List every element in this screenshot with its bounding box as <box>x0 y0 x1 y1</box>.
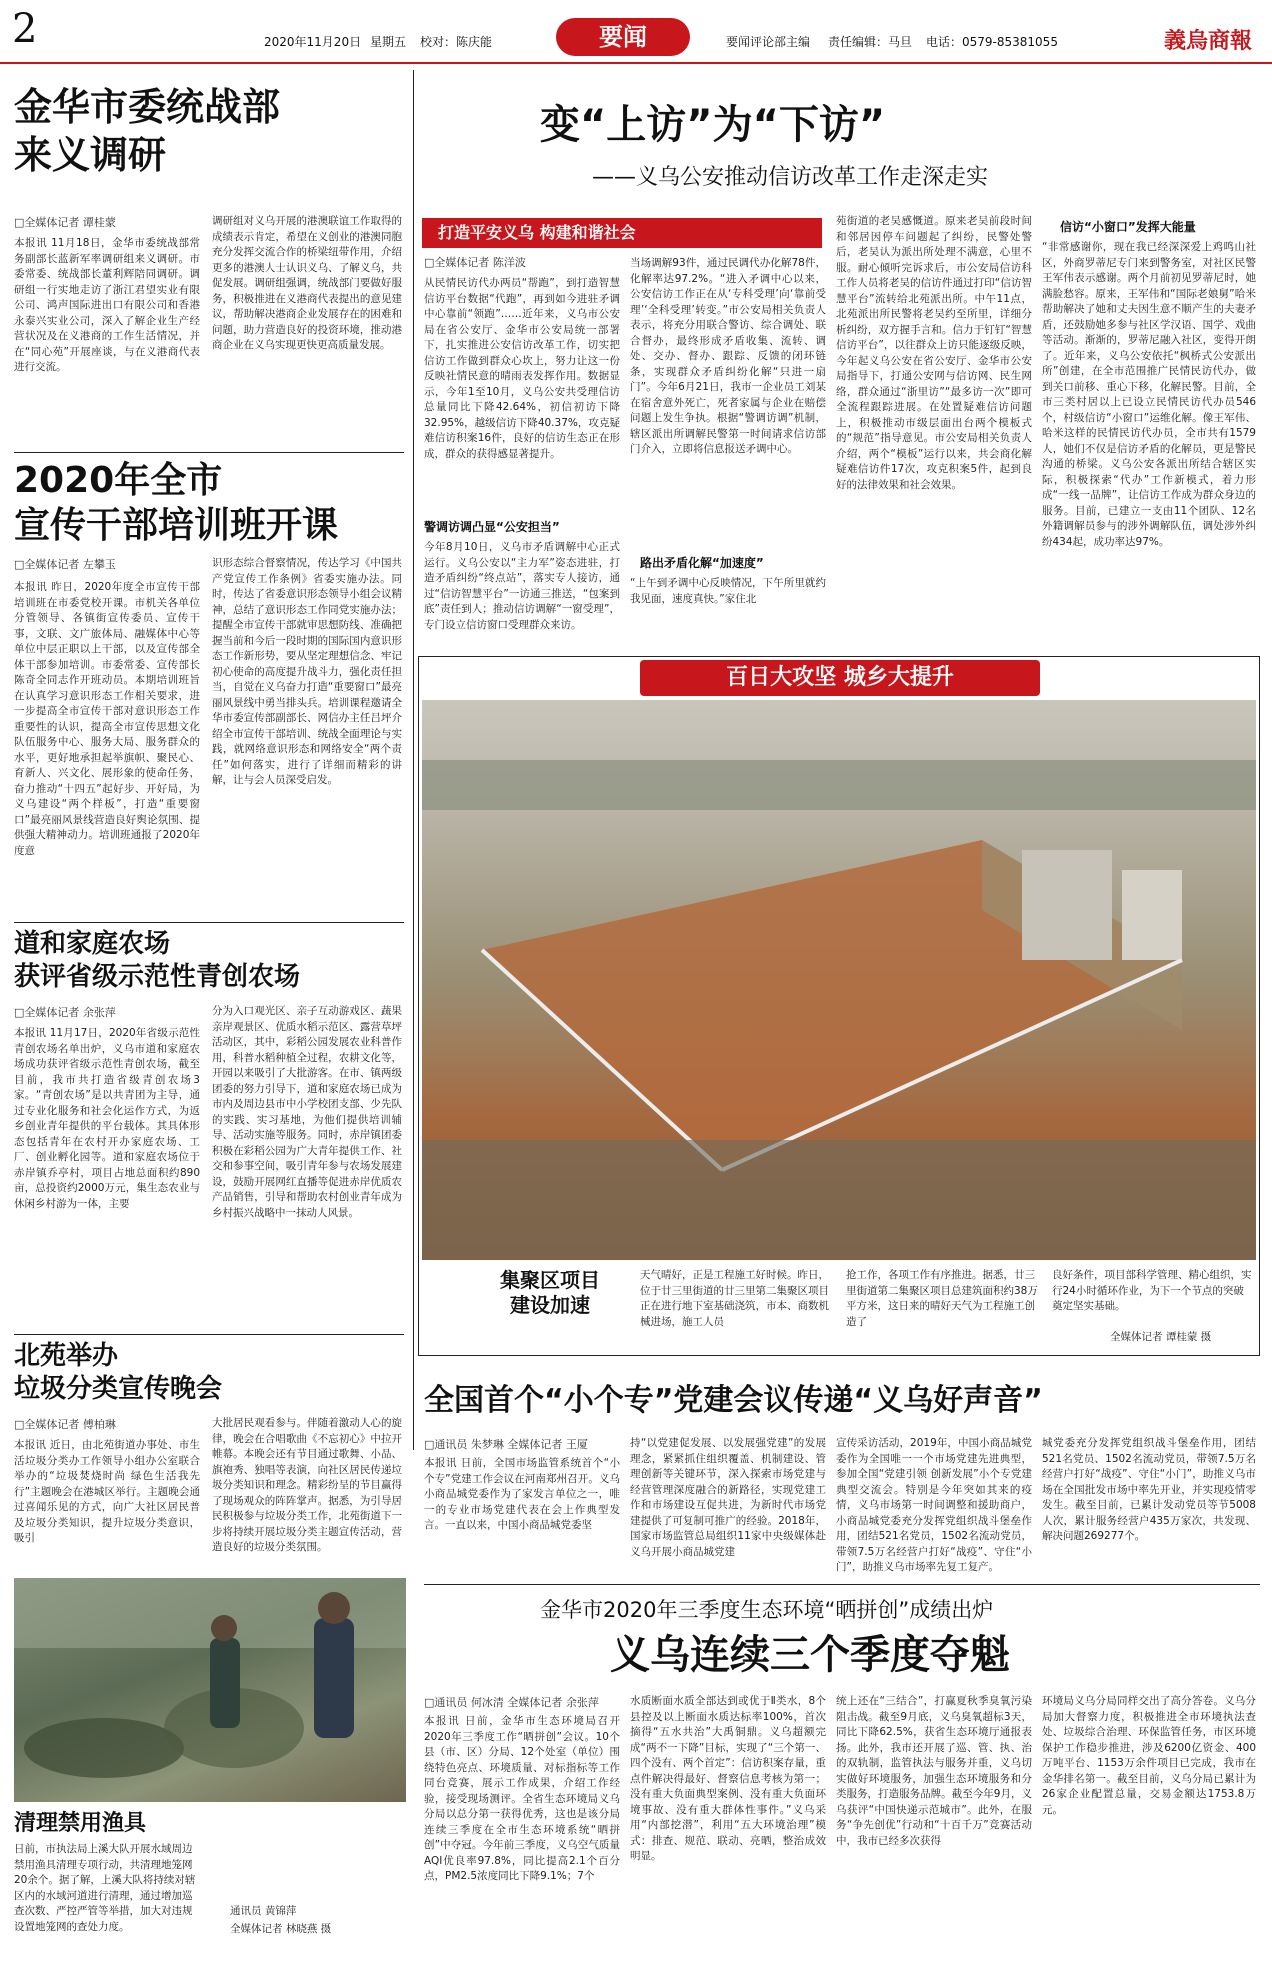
photo-caption: 良好条件，项目部科学管理、精心组织，实行24小时循环作业，为下一个节点的突破奠定坚实基础。 <box>1052 1269 1252 1312</box>
article-body: 今年8月10日，义乌市矛盾调解中心正式运行。义乌公安以“主力军”姿态进驻，打造矛盾纠纷“终点站”，落实专人接访，通过“信访智慧平台”一访通三推送，“包案到底”责任到人；推动信访调解“一窗受理”，专门设立信访窗口受理群众来访。 <box>424 541 620 631</box>
article-body: 分为入口观光区、亲子互动游戏区、蔬果亲岸观景区、优质水稻示范区、露营草坪活动区，其中，彩稻公园发展农业科普作用，科普水稻种植全过程，农耕文化等，开园以来吸引了大批游客。在市、镇两级团委的努力引导下，道和家庭农场已成为市内及周边县市中小学校团支部、少先队的实践、实习基地，为他们提供培训辅导、活动实施等服务。同时，赤岸镇团委积极在彩稻公园为广大青年提供工作、社交和参事空间，吸引青年参与农场发展建设，鼓励开展网红直播等促进赤岸优质农产品销售，引导和帮助农村创业青年成为乡村振兴战略中一抹动人风景。 <box>212 1005 402 1219</box>
photo-caption: 天气晴好，正是工程施工好时候。昨日，位于廿三里街道的廿三里第二集聚区项目正在进行地下室基础浇筑，市本、商数机械进场，施工人员 <box>640 1269 829 1328</box>
article-body: 本报讯 昨日，2020年度全市宣传干部培训班在市委党校开课。市机关各单位分管领导、各镇街宣传委员、宣传干事，文联、文广旅体局、融媒体中心等单位中层正职以上干部，以及宣传部全体干部参加培训。市委常委、宣传部长陈奇全同志作开班动员。本期培训班旨在认真学习意识形态工作相关要求，进一步提高全市宣传干部对意识形态工作重要性的认识，提高全市宣传思想文化队伍服务中心、服务大局、服务群众的水平，更好地承担起举旗帜、聚民心、育新人、兴文化、展形象的使命任务，奋力推动“十四五”起好步、开好局，为义乌建设“两个样板”，打造“重要窗口”最亮丽风景线营造良好舆论氛围、提供强大精神动力。培训班通报了2020年度意 <box>14 581 200 857</box>
article-body: 大批居民观看参与。伴随着激动人心的旋律，晚会在合唱歌曲《不忘初心》中拉开帷幕。本晚会还有节目通过歌舞、小品、旗袍秀、独唱等表演，向社区居民传递垃圾分类知识和理念。精彩纷呈的节目赢得了现场观众的阵阵掌声。据悉，为引导居民积极参与垃圾分类工作，北苑街道下一步将持续开展垃圾分类主题宣传活动，营造良好的垃圾分类氛围。 <box>212 1417 402 1553</box>
article-body: 统上还在“三结合”，打赢夏秋季臭氧污染阻击战。截至9月底，义乌臭氧超标3天，同比下降62.5%，获省生态环境厅通报表扬。此外，我市还开展了巡、管、执、治的双轨制，监管执法与服务并重，义乌切实做好环境服务，加强生态环境服务和分类服务，打造服务品牌。截至今年9月，义乌获评“中国快递示范城市”。此外，在服务“争先创优”行动和“十百千万”竞赛活动中，我市已经多次获得 <box>836 1695 1032 1847</box>
article-body: 城党委充分发挥党组织战斗堡垒作用，团结521名党员、1502名流动党员，带领7.5万名经营户打好“战疫”、守住“小门”，助推义乌市场在全国批发市场中率先开业，并实现疫情零发生。截至目前，已累计发动党员等节5008人次，累计服务经营户435万家次，共发现、解决问题269277个。 <box>1042 1437 1256 1542</box>
headline: 义乌连续三个季度夺魁 <box>610 1632 1010 1678</box>
headline-line: 北苑举办 <box>14 1341 119 1371</box>
photo-illustration <box>422 700 1256 1260</box>
headline-line: 道和家庭农场 <box>14 929 171 959</box>
phone: 电话：0579-85381055 <box>926 35 1058 49</box>
lead-headline: 变“上访”为“下访” <box>540 102 886 148</box>
byline: □全媒体记者 余张萍 <box>14 1006 116 1019</box>
article-body: 苑街道的老吴感慨道。原来老吴前段时间和邻居因停车问题起了纠纷，民警处警后，老吴认为派出所处理不满意，心里不服。耐心倾听完诉求后，市公安局信访科工作人员将老吴的信访件通过打印“信访智慧平台”流转给北苑派出所。中午11点，北苑派出所民警将老吴约至所里，详细分析纠纷，双方握手言和。信力于钉钉“智慧信访平台”，以往群众上访只能逐级反映，今年起义乌公安在省公安厅、金华市公安局指导下，打通公安网与信访网、民生网络，群众通过“浙里访”“最多访一次”即可全流程跟踪进展。在处置疑难信访问题上，积极推动市级层面出台两个模板式的“规范”指导意见。市公安局相关负责人介绍，两个“模板”运行以来，共会商化解疑难信访件17次，攻克积案5件，起到良好的法律效果和社会效果。 <box>836 215 1032 491</box>
divider <box>14 922 404 923</box>
headline-line: 金华市委统战部 <box>14 85 281 129</box>
divider <box>14 1334 404 1335</box>
photo-illustration <box>14 1578 406 1802</box>
headline <box>14 458 338 548</box>
article-body: 本报讯 日前，金华市生态环境局召开2020年三季度工作“晒拼创”会议。10个县（市、区）分局、12个处室（单位）围绕特色亮点、环境质量、对标指标等工作同台竞赛，展示工作成果，介绍工作经验，接受现场测评。全省生态环境局义乌分局以总分第一获得优秀，这也是该分局连续三季度在全市生态环境系统“晒拼创”中夺冠。今年前三季度，义乌空气质量AQI优良率97.8%，同比提高2.1个百分点，PM2.5浓度同比下降9.1%；7个 <box>424 1715 620 1882</box>
divider <box>14 452 404 453</box>
photo-credit: 通讯员 黄锦萍 <box>230 1905 297 1917</box>
article-body: 从民情民访代办两员“帮跑”，到打造智慧信访平台数据“代跑”，再到如今进驻矛调中心靠前“领跑”……近年来，义乌市公安局在省公安厅、金华市公安局统一部署下，扎实推进公安信访改革工作，切实把信访工作做到群众心坎上，努力让这一份反映社情民意的晴雨表发挥作用。数据显示，今年1至10月，义乌公安共受理信访总量同比下降42.64%，初信初访下降32.95%，越级信访下降40.37%，攻克疑难信访积案16件，良好的信访生态正在形成，群众的获得感显著提升。 <box>424 277 620 460</box>
caption-line: 集聚区项目 <box>500 1268 600 1292</box>
article-body: 当场调解93件，通过民调代办化解78件，化解率达97.2%。“进入矛调中心以来，公安信访工作正在从‘专科受理’向‘靠前受理’‘全科受理’转变。”市公安局相关负责人表示，将充分用联合警访、综合调处、联合督办，最终形成矛盾收集、流转、调处、交办、督办、跟踪、反馈的闭环链条，实现群众矛盾纠纷化解“只进一扇门”。今年6月21日，我市一企业员工刘某在宿舍意外死亡，死者家属与企业在赔偿问题上发生争执。根据“警调访调”机制，辖区派出所调解民警第一时间请求信访部门介入，立即将信息报送矛调中心。 <box>630 257 826 455</box>
article-body: 宣传采访活动，2019年，中国小商品城党委作为全国唯一一个市场党建先进典型，参加全国“党建引领 创新发展”小个专党建典型交流会。特别是今年突如其来的疫情，义乌市场第一时间调整和援助商户，小商品城党委充分发挥党组织战斗堡垒作用，团结521名党员，1502名流动党员，带领7.5万名经营户打好“战疫”、守住“小门”，助推义乌市场率先复工复产。 <box>836 1437 1032 1573</box>
headline-line: 获评省级示范性青创农场 <box>14 961 301 992</box>
lead-subheadline: ——义乌公安推动信访改革工作走深走实 <box>592 165 989 190</box>
headline-line: 2020年全市 <box>14 460 223 501</box>
article-body: 本报讯 11月18日，金华市委统战部常务副部长蓝新军率调研组来义调研。市委常委、统战部长董利辉陪同调研。调研组一行实地走访了浙江君望实业有限公司、鸿声国际进出口有限公司和香港永泰兴实业公司，深入了解企业生产经营状况及在义港商的工作生活情况，并在“同心苑”开展座谈，与在义港商代表进行交流。 <box>14 237 200 373</box>
duty-editor: 责任编辑：马旦 <box>828 35 913 49</box>
section-badge: 要闻 <box>556 18 690 56</box>
proofreader: 校对：陈庆能 <box>420 35 493 49</box>
byline: □通讯员 朱梦琳 全媒体记者 王厦 <box>424 1438 588 1451</box>
article-body: 水质断面水质全部达到或优于Ⅱ类水，8个县控及以上断面水质达标率100%，首次摘得“五水共治”大禹铜鼎。义乌超额完成“两不一下降”目标，实现了“三个第一、四个没有、两个首定”：信访积案存量，重点件解决得最好、督察信息考核为第一；没有重大负面典型案例、没有重大负面环境事故、没有重大群体性事件。”义乌采用“内部挖潜”，利用“五大环境治理”模式：排查、规范、联动、亮晒，整治成效明显。 <box>630 1695 826 1862</box>
byline: □全媒体记者 陈洋波 <box>424 256 526 269</box>
photo-caption-title: 清理禁用渔具 <box>14 1811 147 1836</box>
article-body: 本报讯 11月17日，2020年省级示范性青创农场名单出炉，义乌市道和家庭农场成功获评省级示范性青创农场，截至目前，我市共打造省级青创农场3家。“青创农场”是以共青团为主导，通过专业化服务和社会化运作方式，为返乡创业青年提供的平台载体。其具体形态包括青年在农村开办家庭农场、工厂、创业孵化园等。道和家庭农场位于赤岸镇乔亭村，项目占地总面积约890亩，总投资约2000万元，集生态农业与休闲乡村游为一体，主要 <box>14 1027 200 1210</box>
kicker: 金华市2020年三季度生态环境“晒拼创”成绩出炉 <box>540 1598 994 1622</box>
photo-caption-title <box>470 1268 630 1318</box>
issue-weekday: 星期五 <box>370 35 407 49</box>
fishing-gear-photo <box>14 1578 406 1802</box>
article-body: 环境局义乌分局同样交出了高分答卷。义乌分局加大督察力度，积极推进全市环境执法查处、垃圾综合治理、环保监管任务，市区环境保护工作稳步推进，涉及6200亿资金、400万吨平台、1153万余件项目已完成，我市在金华排名第一。截至目前，义乌分局已累计为26家企业配置总量，交易金额达1753.8万元。 <box>1042 1695 1256 1816</box>
headline <box>14 928 300 993</box>
subhead: 路出矛盾化解“加速度” <box>640 556 764 570</box>
page-number: 2 <box>12 6 38 52</box>
byline: □全媒体记者 谭桂蒙 <box>14 216 116 229</box>
subhead: 信访“小窗口”发挥大能量 <box>1060 220 1196 234</box>
article-body: “非常感谢你，现在我已经深深爱上鸡鸣山社区，外商罗蒂尼专门来到警务室，对社区民警王军伟表示感谢。两个月前初见罗蒂尼时，她满脸愁容。原来，王军伟和“国际老娘舅”哈米帮助解决了她和丈夫因生意不顺产生的夫妻矛盾，还鼓励她多参与社区学汉语、国学、戏曲等活动。渐渐的，罗蒂尼融入社区，变得开朗了。近年来，义乌公安依托“枫桥式公安派出所”创建，在全市范围推广民情民访代办，做到关口前移、重心下移，化解民警。目前，全市三类村居以上已设立民情民访代办员546个，村级信访“小窗口”运维化解。像王军伟、哈米这样的民情民访代办员，全市共有1579人，她们不仅是信访矛盾的化解员，更是警民沟通的桥梁。义乌公安各派出所结合辖区实际，积极探索“代办”工作新模式，着力形成“一线一品牌”，让信访工作成为群众身边的服务。目前，已建立一支由11个团队、12名外籍调解员参与的涉外调解队伍，调处涉外纠纷434起，成功率达97%。 <box>1042 241 1256 548</box>
photo-caption: 抢工作，各项工作有序推进。据悉，廿三里街道第二集聚区项目总建筑面积约38万平方米，这日来的晴好天气为工程施工创造了 <box>846 1269 1038 1328</box>
column-rule <box>413 70 414 1450</box>
feature-banner: 打造平安义乌 构建和谐社会 <box>422 218 822 248</box>
byline: □通讯员 何冰清 全媒体记者 余张萍 <box>424 1696 599 1709</box>
article-body: 持“以党建促发展、以发展强党建”的发展理念，紧紧抓住组织覆盖、机制建设、管理创新等关键环节，深入探索市场党建与经营管理深度融合的新路径，实现党建工作和市场建设互促共进，为新时代市场党建提供了可复制可推广的经验。2018年，国家市场监管总局组织11家中央级媒体赴义乌开展小商品城党建 <box>630 1437 826 1558</box>
article-body: 识形态综合督察情况，传达学习《中国共产党宣传工作条例》省委实施办法。同时，传达了省委意识形态领导小组会议精神，总结了意识形态工作同党实施办法；提醒全市宣传干部就审思想防线、准确把握当前和今后一段时期的国际国内意识形态工作新形势，要从坚定理想信念、牢记初心使命的高度提升战斗力，强化责任担当，自觉在义乌奋力打造“重要窗口”最亮丽风景线中勇当排头兵。培训课程邀请全华市委宣传部副部长、网信办主任吕坪介绍全市宣传干部培训、统战全面理论与实践，就网络意识形态和网络安全“两个责任”如何落实，进行了详细而精彩的讲解，让与会人员深受启发。 <box>212 557 402 786</box>
byline: □全媒体记者 左攀玉 <box>14 558 116 571</box>
article-body: 本报讯 日前，全国市场监管系统首个“小个专”党建工作会议在河南郑州召开。义乌小商品城党委作为了家发言单位之一，唯一的专业市场党建代表在会上作典型发言。一直以来，中国小商品城党委坚 <box>424 1457 620 1531</box>
headline: 全国首个“小个专”党建会议传递“义乌好声音” <box>424 1383 1043 1418</box>
headline <box>14 84 280 179</box>
photo-credit: 全媒体记者 谭桂蒙 摄 <box>1110 1331 1212 1343</box>
newspaper-logo: 義烏商報 <box>1163 28 1252 54</box>
byline: □全媒体记者 傅柏琳 <box>14 1418 116 1431</box>
photo-caption: 日前，市执法局上溪大队开展水域周边禁用渔具清理专项行动，共清理地笼网20余个。据了解，上溪大队将持续对辖区内的水域河道进行清理，通过增加巡查次数、严控严管等举措，加大对违规设置地笼网的查处力度。 <box>14 1843 196 1933</box>
construction-site-photo <box>422 700 1256 1260</box>
caption-line: 建设加速 <box>510 1293 590 1317</box>
issue-date: 2020年11月20日 <box>264 35 362 49</box>
article-body: 调研组对义乌开展的港澳联谊工作取得的成绩表示肯定，希望在义创业的港澳同胞充分发挥交流合作的桥梁纽带作用，介绍更多的港澳人士认识义乌、了解义乌，共促发展。调研组强调，统战部门要做好服务，积极推进在义港商代表提出的意见建议，帮助解决港商企业发展存在的困难和问题，助力营造良好的投资环境，推动港商企业在义乌实现更快更高质量发展。 <box>212 215 402 351</box>
editor-info: 要闻评论部主编 <box>726 35 811 49</box>
article-body: “上午到矛调中心反映情况，下午所里就约我见面，速度真快。”家住北 <box>630 577 826 605</box>
photo-credit: 全媒体记者 林晓燕 摄 <box>230 1923 332 1935</box>
headline <box>14 1340 222 1405</box>
divider <box>424 1584 1260 1585</box>
headline-line: 垃圾分类宣传晚会 <box>14 1373 223 1404</box>
article-body: 本报讯 近日，由北苑街道办事处、市生活垃圾分类办工作领导小组办公室联合举办的“垃圾焚烧时尚 绿色生活我先行”主题晚会在港城区举行。主题晚会通过喜闻乐见的方式，向广大社区居民普及垃圾分类知识，提升垃圾分类意识，吸引 <box>14 1439 200 1544</box>
masthead <box>0 0 1272 64</box>
campaign-banner: 百日大攻坚 城乡大提升 <box>640 660 1040 696</box>
headline-line: 来义调研 <box>14 132 167 177</box>
subhead: 警调访调凸显“公安担当” <box>424 520 560 534</box>
headline-line: 宣传干部培训班开课 <box>14 505 339 546</box>
